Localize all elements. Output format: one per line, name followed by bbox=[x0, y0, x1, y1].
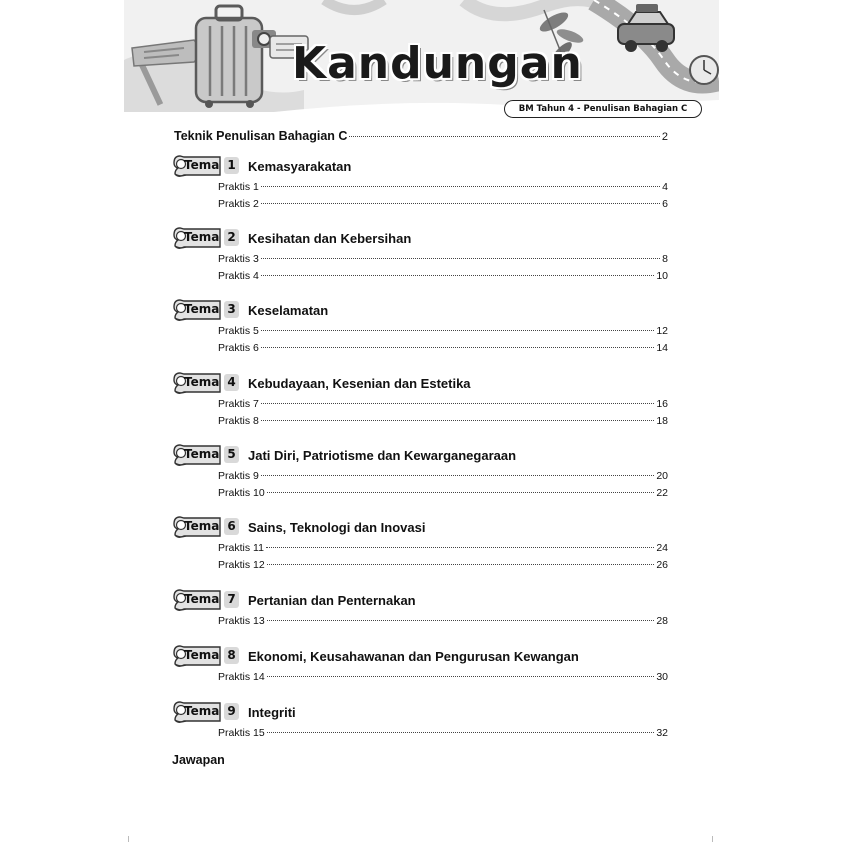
tema-label: Tema bbox=[184, 648, 220, 662]
toc-entry-page: 22 bbox=[656, 487, 668, 499]
toc-entry[interactable] bbox=[218, 325, 668, 337]
dot-leader bbox=[261, 330, 654, 331]
toc-entry-label: Praktis 13 bbox=[218, 615, 265, 627]
tema-number: 7 bbox=[224, 591, 239, 608]
toc-entry-label: Teknik Penulisan Bahagian C bbox=[174, 129, 348, 143]
toc-entry-page: 12 bbox=[656, 325, 668, 337]
toc-entry-label: Praktis 4 bbox=[218, 270, 259, 282]
tema-number: 8 bbox=[224, 647, 239, 664]
toc-entry-page: 6 bbox=[662, 198, 668, 210]
toc-entry[interactable] bbox=[218, 181, 668, 193]
dot-leader bbox=[267, 492, 655, 493]
tema-label: Tema bbox=[184, 375, 220, 389]
dot-leader bbox=[267, 564, 655, 565]
crop-mark bbox=[128, 836, 129, 842]
toc-entry[interactable] bbox=[218, 727, 668, 739]
tema-badge bbox=[172, 153, 242, 179]
tema-heading-3[interactable] bbox=[172, 297, 328, 323]
toc-entry[interactable] bbox=[218, 398, 668, 410]
tema-number: 2 bbox=[224, 229, 239, 246]
tema-heading-2[interactable] bbox=[172, 225, 411, 251]
tema-badge bbox=[172, 514, 242, 540]
dot-leader bbox=[267, 620, 655, 621]
compass-icon bbox=[690, 56, 718, 84]
dot-leader bbox=[267, 732, 655, 733]
tema-badge bbox=[172, 297, 242, 323]
tema-label: Tema bbox=[184, 230, 220, 244]
dot-leader bbox=[261, 420, 654, 421]
tema-label: Tema bbox=[184, 592, 220, 606]
toc-entry[interactable] bbox=[218, 415, 668, 427]
document-page bbox=[124, 0, 719, 842]
tema-heading-6[interactable] bbox=[172, 514, 425, 540]
toc-entry-label: Praktis 6 bbox=[218, 342, 259, 354]
toc-entry[interactable] bbox=[218, 198, 668, 210]
tema-badge bbox=[172, 587, 242, 613]
toc-entry-label: Praktis 9 bbox=[218, 470, 259, 482]
toc-entry-page: 18 bbox=[656, 415, 668, 427]
tema-number: 6 bbox=[224, 518, 239, 535]
tema-heading-9[interactable] bbox=[172, 699, 296, 725]
toc-entry-page: 32 bbox=[656, 727, 668, 739]
dot-leader bbox=[261, 275, 654, 276]
tema-heading-1[interactable] bbox=[172, 153, 351, 179]
toc-entry-label: Praktis 5 bbox=[218, 325, 259, 337]
toc-answers-entry[interactable]: Jawapan bbox=[172, 753, 225, 767]
toc-entry-page: 30 bbox=[656, 671, 668, 683]
toc-entry-page: 8 bbox=[662, 253, 668, 265]
toc-entry[interactable] bbox=[218, 487, 668, 499]
tema-title: Kemasyarakatan bbox=[248, 158, 352, 174]
suitcase-icon bbox=[196, 6, 262, 108]
tema-title: Kesihatan dan Kebersihan bbox=[248, 230, 412, 246]
page-title: Kandungan bbox=[292, 38, 583, 89]
tema-title: Ekonomi, Keusahawanan dan Pengurusan Kewangan bbox=[248, 648, 579, 664]
toc-entry[interactable] bbox=[218, 542, 668, 554]
tema-title: Integriti bbox=[248, 704, 296, 720]
crop-mark bbox=[712, 836, 713, 842]
dot-leader bbox=[267, 676, 655, 677]
tema-number: 9 bbox=[224, 703, 239, 720]
toc-entry-label: Praktis 12 bbox=[218, 559, 265, 571]
tema-number: 1 bbox=[224, 157, 239, 174]
toc-entry[interactable] bbox=[218, 671, 668, 683]
toc-entry-page: 4 bbox=[662, 181, 668, 193]
tema-heading-8[interactable] bbox=[172, 643, 579, 669]
toc-entry-label: Praktis 11 bbox=[218, 542, 264, 554]
toc-entry[interactable] bbox=[218, 470, 668, 482]
toc-entry-label: Praktis 10 bbox=[218, 487, 265, 499]
tema-number: 3 bbox=[224, 301, 239, 318]
tema-heading-4[interactable] bbox=[172, 370, 471, 396]
book-subtitle-tag: BM Tahun 4 - Penulisan Bahagian C bbox=[504, 100, 702, 118]
dot-leader bbox=[261, 203, 660, 204]
tema-number: 4 bbox=[224, 374, 239, 391]
toc-entry[interactable] bbox=[218, 253, 668, 265]
toc-entry-page: 10 bbox=[656, 270, 668, 282]
dot-leader bbox=[349, 136, 659, 137]
toc-entry-page: 16 bbox=[656, 398, 668, 410]
toc-entry-page: 14 bbox=[656, 342, 668, 354]
tema-badge bbox=[172, 643, 242, 669]
tema-badge bbox=[172, 699, 242, 725]
tema-label: Tema bbox=[184, 302, 220, 316]
tema-title: Pertanian dan Penternakan bbox=[248, 592, 416, 608]
toc-entry-label: Praktis 7 bbox=[218, 398, 259, 410]
tema-heading-7[interactable] bbox=[172, 587, 416, 613]
toc-entry-label: Praktis 1 bbox=[218, 181, 259, 193]
toc-intro-entry[interactable] bbox=[174, 129, 668, 143]
header-banner bbox=[124, 0, 719, 112]
tema-title: Sains, Teknologi dan Inovasi bbox=[248, 519, 426, 535]
toc-entry-label: Praktis 3 bbox=[218, 253, 259, 265]
toc-entry[interactable] bbox=[218, 270, 668, 282]
dot-leader bbox=[266, 547, 654, 548]
tema-label: Tema bbox=[184, 158, 220, 172]
toc-entry[interactable] bbox=[218, 559, 668, 571]
tema-badge bbox=[172, 225, 242, 251]
toc-entry-page: 20 bbox=[656, 470, 668, 482]
tema-title: Kebudayaan, Kesenian dan Estetika bbox=[248, 375, 471, 391]
toc-entry-label: Praktis 8 bbox=[218, 415, 259, 427]
tema-heading-5[interactable] bbox=[172, 442, 516, 468]
tema-number: 5 bbox=[224, 446, 239, 463]
toc-entry-page: 24 bbox=[656, 542, 668, 554]
toc-entry-page: 26 bbox=[656, 559, 668, 571]
toc-entry-label: Praktis 2 bbox=[218, 198, 259, 210]
toc-entry-label: Praktis 15 bbox=[218, 727, 265, 739]
toc-entry[interactable] bbox=[218, 342, 668, 354]
dot-leader bbox=[261, 258, 660, 259]
tema-title: Keselamatan bbox=[248, 302, 329, 318]
dot-leader bbox=[261, 186, 660, 187]
toc-entry-page: 2 bbox=[661, 131, 668, 143]
dot-leader bbox=[261, 475, 654, 476]
tema-label: Tema bbox=[184, 704, 220, 718]
tema-label: Tema bbox=[184, 447, 220, 461]
tema-badge bbox=[172, 370, 242, 396]
tema-title: Jati Diri, Patriotisme dan Kewarganegaraan bbox=[248, 447, 517, 463]
toc-entry-label: Praktis 14 bbox=[218, 671, 265, 683]
toc-entry[interactable] bbox=[218, 615, 668, 627]
toc-entry-page: 28 bbox=[656, 615, 668, 627]
tema-badge bbox=[172, 442, 242, 468]
tema-label: Tema bbox=[184, 519, 220, 533]
dot-leader bbox=[261, 403, 654, 404]
dot-leader bbox=[261, 347, 654, 348]
